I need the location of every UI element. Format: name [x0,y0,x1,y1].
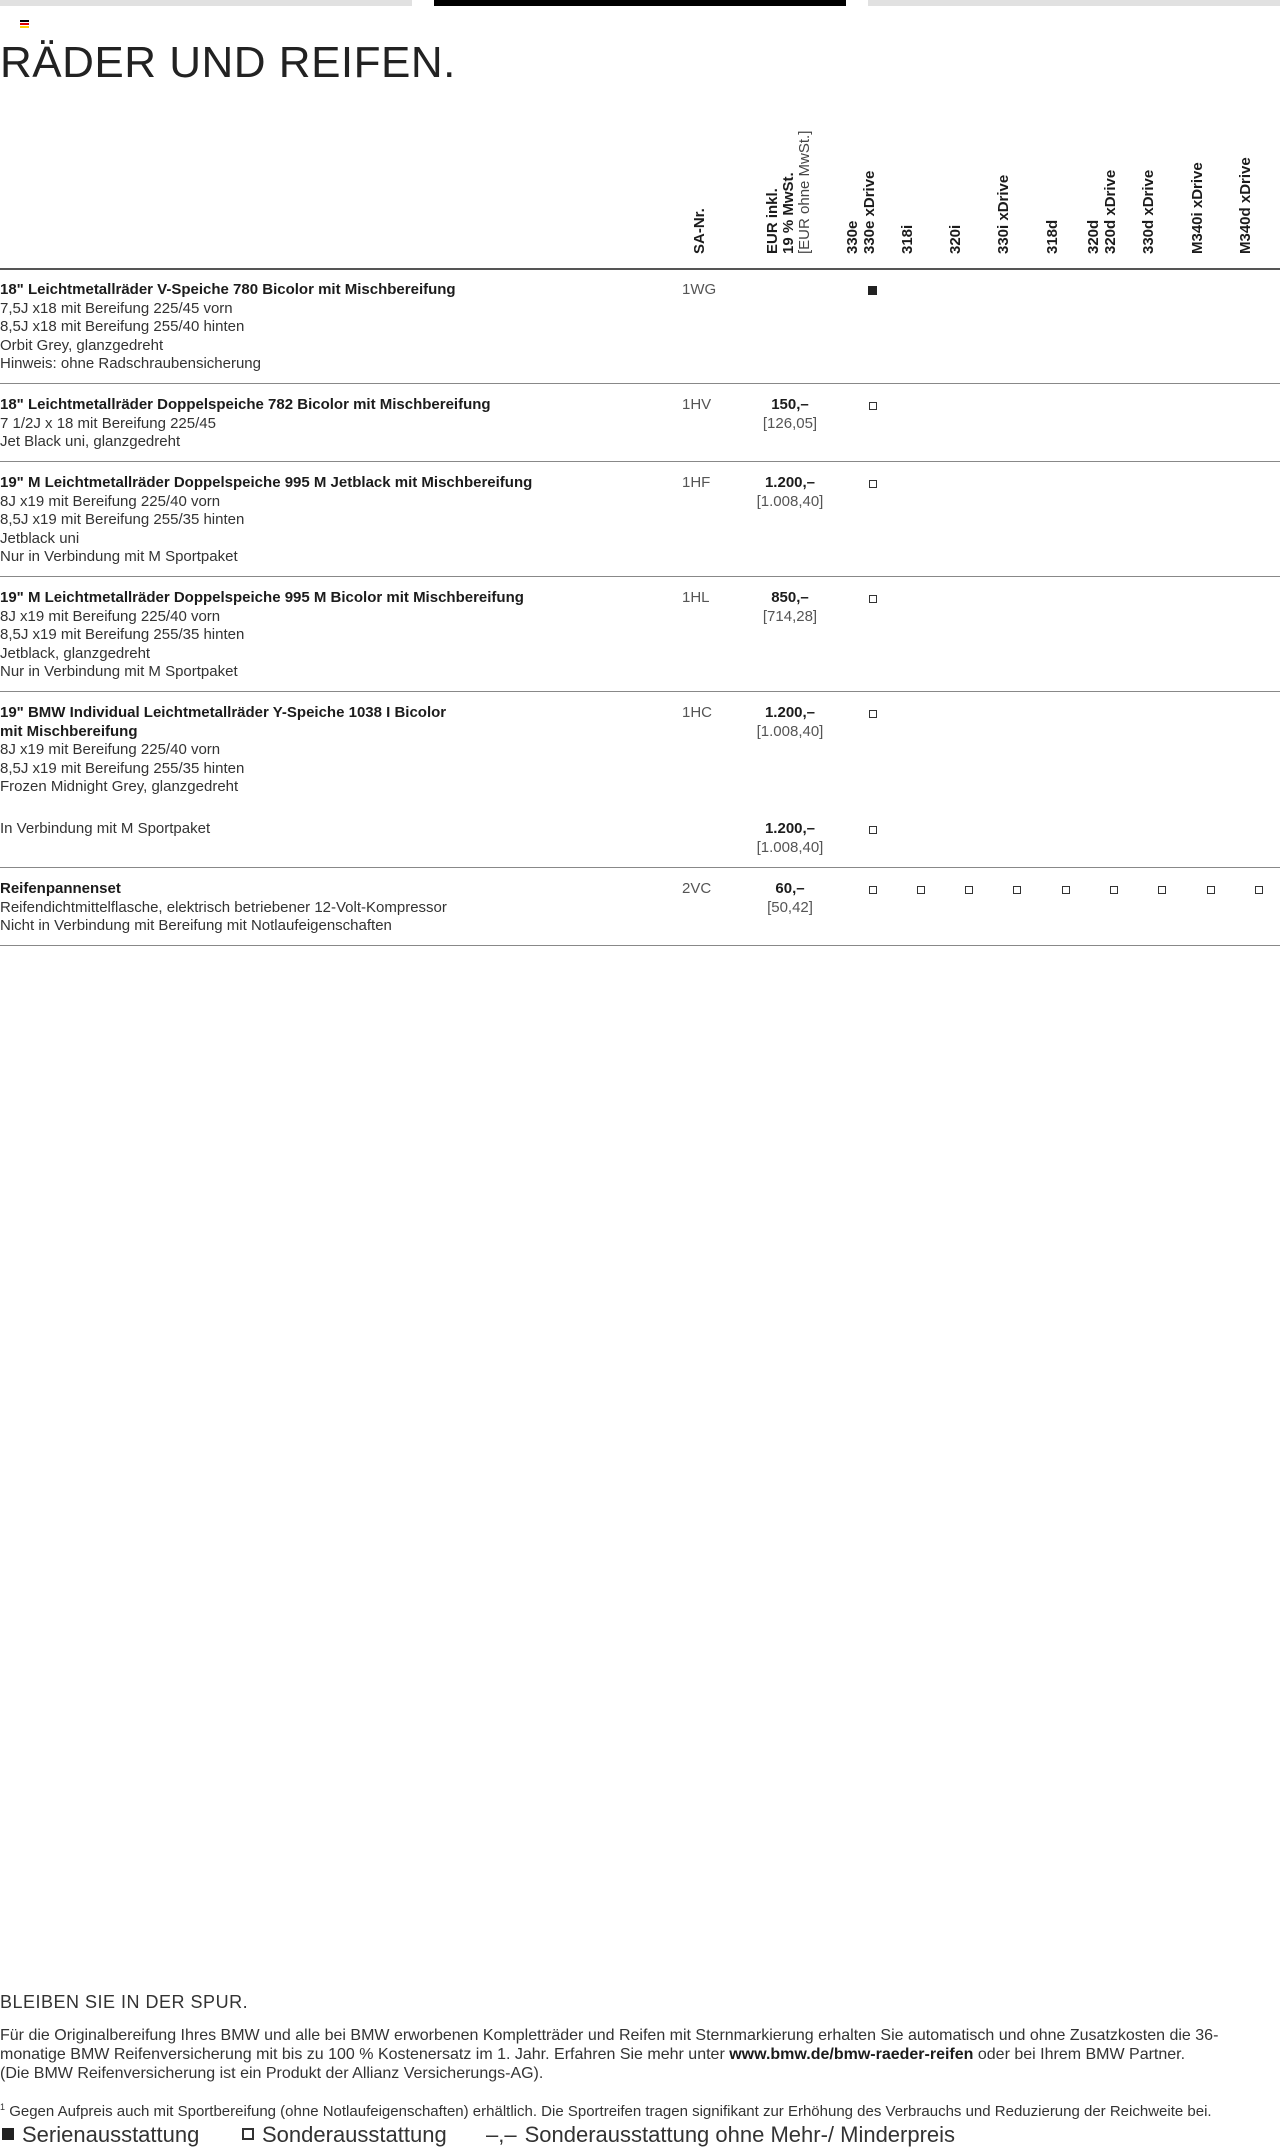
footer-heading: BLEIBEN SIE IN DER SPUR. [0,1992,249,2012]
filled-square-icon [2,2128,14,2140]
header-model-7: 330d xDrive [1140,169,1157,254]
price: 1.200,– [1.008,40] [756,820,824,856]
row-detail: 8,5J x19 mit Bereifung 255/35 hinten [0,759,245,777]
option-mark-icon [1011,884,1022,896]
header-price-net: [EUR ohne MwSt.] [796,130,813,254]
row-title: 19" M Leichtmetallräder Doppelspeiche 995 M Bicolor mit Mischbereifung [0,589,524,606]
header-model-2: 318i [899,224,916,254]
header-model-6-variant: 320d xDrive [1102,169,1119,254]
standard-mark-icon [867,285,878,297]
option-mark-icon [915,884,926,896]
header-model-3: 320i [947,224,964,254]
row-detail: Nur in Verbindung mit M Sportpaket [0,663,238,680]
row-title-cont: mit Mischbereifung [0,722,138,740]
header-price: EUR inkl. [764,188,781,254]
row-detail: 8J x19 mit Bereifung 225/40 vorn [0,607,221,625]
legend-standard: Serienausstattung [2,2122,199,2148]
sa-code: 1HL [682,589,710,606]
empty-square-icon [242,2128,254,2140]
row-title: 19" M Leichtmetallräder Doppelspeiche 995 M Jetblack mit Mischbereifung [0,474,533,491]
footnote: $^1$ Gegen Aufpreis auch mit Sportbereifung (ohne Notlaufeigenschaften) erhältlich. Die Sportreifen tragen signifikant zur Erhöhung des Verbrauchs und Reduzierung der Reichweite bei. [0,2102,1212,2120]
row-title: Reifenpannenset [0,880,121,897]
sa-code: 1HF [682,474,711,491]
option-mark-icon [1205,884,1216,896]
row-detail: Reifendichtmittelflasche, elektrisch betriebener 12-Volt-Kompressor [0,898,447,916]
legend-nocost: –,– Sonderausstattung ohne Mehr-/ Minderpreis [486,2122,956,2147]
row-detail: 7 1/2J x 18 mit Bereifung 225/45 [0,414,216,432]
row-detail: 8,5J x18 mit Bereifung 255/40 hinten [0,318,245,335]
header-sa-nr: SA-Nr. [691,208,708,254]
row-divider [0,383,1280,384]
row-detail: 8J x19 mit Bereifung 225/40 vorn [0,741,221,758]
row-divider [0,691,1280,692]
progress-segment-1 [0,0,412,6]
header-divider [0,268,1280,270]
row-divider [0,576,1280,577]
option-mark-icon [1253,884,1264,896]
row-description [0,281,456,374]
price: 1.200,– [1.008,40] [756,474,824,510]
row-detail: Nicht in Verbindung mit Bereifung mit Notlaufeigenschaften [0,917,392,934]
option-mark-icon [867,400,878,412]
page-title: RÄDER UND REIFEN. [0,38,456,87]
progress-segment-2-active [434,0,846,6]
row-detail: 8,5J x19 mit Bereifung 255/35 hinten [0,511,245,528]
option-mark-icon [1108,884,1119,896]
header-model-1: 330e [844,220,861,254]
row-title: 19" BMW Individual Leichtmetallräder Y-Speiche 1038 I Bicolor [0,704,447,721]
price: 1.200,– [1.008,40] [756,704,824,740]
row-description [0,704,446,797]
header-model-9: M340d xDrive [1237,157,1254,254]
option-mark-icon [867,708,878,720]
option-mark-icon [963,884,974,896]
row-detail: Hinweis: ohne Radschraubensicherung [0,355,261,372]
option-mark-icon [1156,884,1167,896]
header-model-5: 318d [1044,219,1061,254]
row-detail: Orbit Grey, glanzgedreht [0,336,164,354]
header-model-8: M340i xDrive [1189,162,1206,254]
header-price-vat: 19 % MwSt. [780,172,797,254]
bmw-link[interactable]: www.bmw.de/bmw-raeder-reifen [729,2046,974,2063]
sa-code: 1HC [682,704,713,721]
row-title: 18" Leichtmetallräder V-Speiche 780 Bicolor mit Mischbereifung [0,281,456,298]
row-description [0,880,447,936]
progress-segment-3 [868,0,1280,6]
row-divider [0,867,1280,868]
row-description [0,474,532,567]
sub-row-text: In Verbindung mit M Sportpaket [0,820,211,837]
sa-code: 1WG [682,281,717,298]
row-description [0,396,491,452]
row-detail: 7,5J x18 mit Bereifung 225/45 vorn [0,299,233,317]
header-model-1-variant: 330e xDrive [861,170,878,254]
row-detail: Jetblack uni [0,529,80,547]
german-flag-icon [20,20,29,28]
option-mark-icon [867,884,878,896]
price: 150,– [126,05] [762,396,818,432]
row-detail: Jet Black uni, glanzgedreht [0,433,181,450]
legend-option: Sonderausstattung [242,2122,447,2148]
footer-paragraph: Für die Originalbereifung Ihres BMW und alle bei BMW erworbenen Kompletträder und Reifen mit Sternmarkierung erhalten Sie automatisch und ohne Zusatzkosten die 36-monatige BMW Reifenversicherung mit bis zu 100 % Kostenersatz im 1. Jahr. Erfahren Sie mehr unter www.bmw.de/bmw-raeder-reifen oder bei Ihrem BMW Partner. (Die BMW Reifenversicherung ist ein Produkt der Allianz Versicherungs-AG). [0,2027,1219,2082]
option-mark-icon [867,478,878,490]
row-divider [0,945,1280,946]
row-detail: Jetblack, glanzgedreht [0,644,151,662]
sa-code: 1HV [682,396,712,413]
sa-code: 2VC [682,880,712,897]
row-title: 18" Leichtmetallräder Doppelspeiche 782 Bicolor mit Mischbereifung [0,396,491,413]
option-mark-icon [867,824,878,836]
row-detail: Frozen Midnight Grey, glanzgedreht [0,778,239,795]
row-description [0,589,524,682]
row-detail: Nur in Verbindung mit M Sportpaket [0,548,238,565]
option-mark-icon [867,593,878,605]
option-mark-icon [1060,884,1071,896]
price: 850,– [714,28] [762,589,818,625]
price: 60,– [50,42] [767,880,813,916]
header-model-6: 320d [1085,219,1102,254]
row-detail: 8,5J x19 mit Bereifung 255/35 hinten [0,626,245,643]
header-model-4: 330i xDrive [995,174,1012,254]
row-divider [0,461,1280,462]
row-detail: 8J x19 mit Bereifung 225/40 vorn [0,492,221,510]
